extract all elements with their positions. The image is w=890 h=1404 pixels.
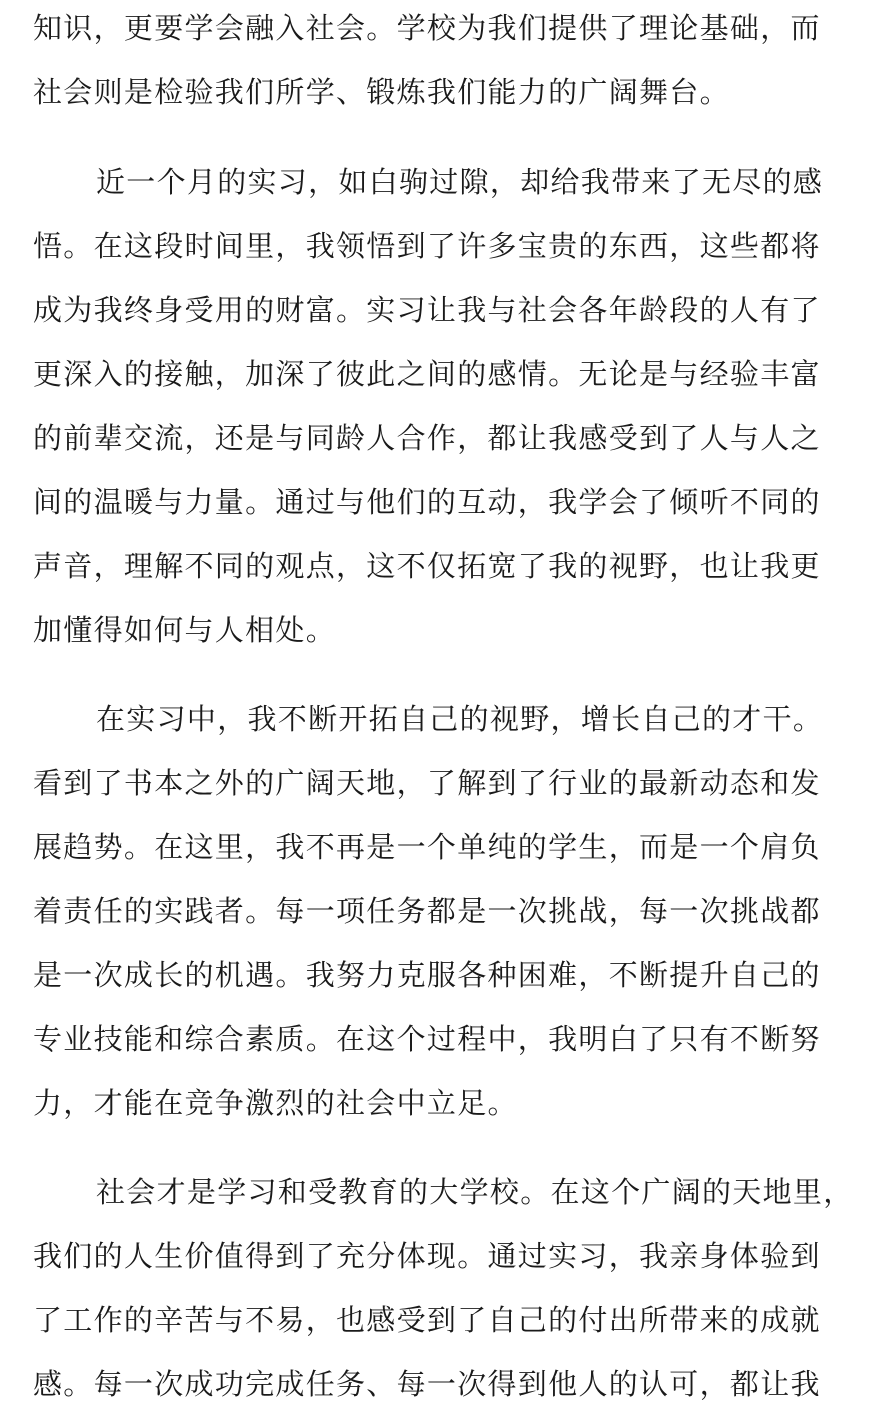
text-line: 的前辈交流，还是与同龄人合作，都让我感受到了人与人之	[33, 421, 821, 455]
text-line: 看到了书本之外的广阔天地，了解到了行业的最新动态和发	[33, 766, 821, 800]
paragraph-first-line: 近一个月的实习，如白驹过隙，却给我带来了无尽的感	[96, 165, 824, 199]
text-line: 展趋势。在这里，我不再是一个单纯的学生，而是一个肩负	[33, 830, 821, 864]
text-line: 更深入的接触，加深了彼此之间的感情。无论是与经验丰富	[33, 357, 821, 391]
text-line: 声音，理解不同的观点，这不仅拓宽了我的视野，也让我更	[33, 549, 821, 583]
text-line: 间的温暖与力量。通过与他们的互动，我学会了倾听不同的	[33, 485, 821, 519]
text-line: 我们的人生价值得到了充分体现。通过实习，我亲身体验到	[33, 1239, 821, 1273]
text-line: 是一次成长的机遇。我努力克服各种困难，不断提升自己的	[33, 958, 821, 992]
paragraph-first-line: 社会才是学习和受教育的大学校。在这个广阔的天地里，	[96, 1175, 854, 1209]
text-line: 力，才能在竞争激烈的社会中立足。	[33, 1086, 518, 1120]
text-line: 感。每一次成功完成任务、每一次得到他人的认可，都让我	[33, 1367, 821, 1401]
paragraph-first-line: 在实习中，我不断开拓自己的视野，增长自己的才干。	[96, 702, 824, 736]
text-line: 社会则是检验我们所学、锻炼我们能力的广阔舞台。	[33, 75, 730, 109]
text-line: 专业技能和综合素质。在这个过程中，我明白了只有不断努	[33, 1022, 821, 1056]
text-line: 加懂得如何与人相处。	[33, 613, 337, 647]
text-line: 悟。在这段时间里，我领悟到了许多宝贵的东西，这些都将	[33, 229, 821, 263]
text-line: 成为我终身受用的财富。实习让我与社会各年龄段的人有了	[33, 293, 821, 327]
text-line: 了工作的辛苦与不易，也感受到了自己的付出所带来的成就	[33, 1303, 821, 1337]
text-line: 知识，更要学会融入社会。学校为我们提供了理论基础，而	[33, 11, 821, 45]
text-line: 着责任的实践者。每一项任务都是一次挑战，每一次挑战都	[33, 894, 821, 928]
